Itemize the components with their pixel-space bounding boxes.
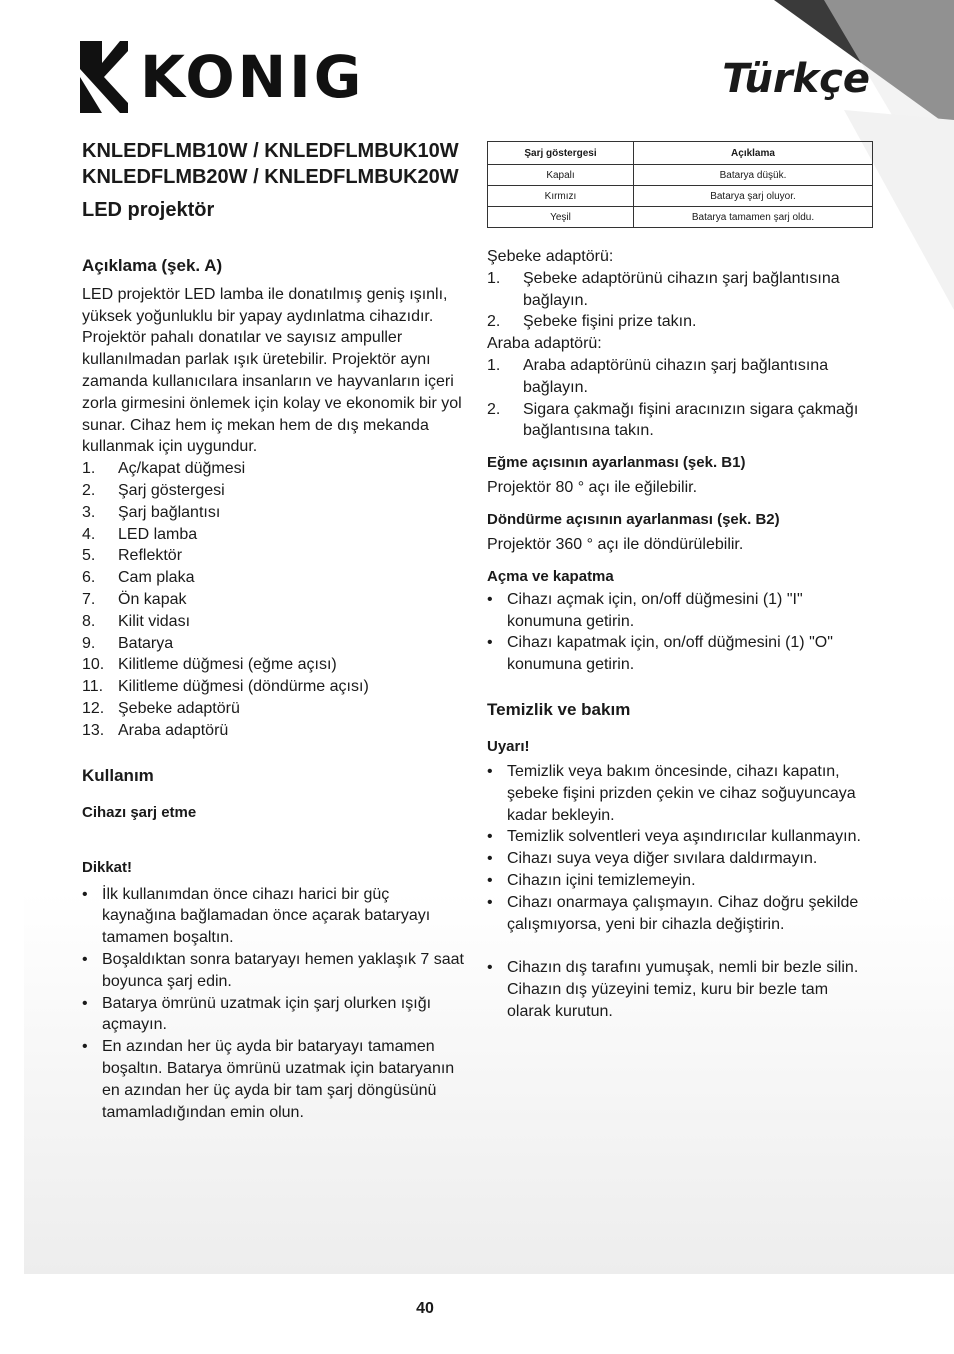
onoff-heading: Açma ve kapatma — [487, 567, 614, 585]
list-item: • Boşaldıktan sonra bataryayı hemen yaklaşık 7 saat boyunca şarj edin. — [82, 950, 464, 990]
list-item: 8. Kilit vidası — [82, 612, 191, 630]
list-item: 5. Reflektör — [82, 547, 183, 565]
product-subtitle: LED projektör — [82, 199, 215, 221]
table-cell: Batarya şarj oluyor. — [634, 186, 873, 207]
table-header: Şarj göstergesi — [488, 142, 634, 165]
list-item: 4. LED lamba — [82, 525, 198, 543]
list-item: 1. Şebeke adaptörünü cihazın şarj bağlantısına bağlayın. — [487, 269, 840, 309]
list-item: • Cihazı açmak için, on/off düğmesini (1) "I" konumuna getirin. — [487, 590, 803, 630]
list-item: 2. Şebeke fişini prize takın. — [487, 313, 697, 331]
list-item: • İlk kullanımdan önce cihazı harici bir güç kaynağına bağlamadan önce açarak bataryayı tamamen boşaltın. — [82, 885, 431, 947]
table-cell: Batarya düşük. — [634, 165, 873, 186]
rotate-heading: Döndürme açısının ayarlanması (şek. B2) — [487, 510, 780, 528]
list-item: • Cihazın dış tarafını yumuşak, nemli bir bezle silin. Cihazın dış yüzeyini temiz, kuru bir bezle tam olarak kurutun. — [487, 959, 859, 1020]
car-adapter-label: Araba adaptörü: — [487, 335, 602, 353]
caution-list — [82, 884, 467, 1124]
model-line-2: KNLEDFLMB20W / KNLEDFLMBUK20W — [82, 166, 459, 188]
mains-steps-list — [487, 268, 874, 333]
list-item: • Batarya ömrünü uzatmak için şarj olurken ışığı açmayın. — [82, 994, 432, 1034]
parts-list — [82, 458, 467, 741]
table-header-row — [488, 142, 873, 165]
table-cell: Kırmızı — [488, 186, 634, 207]
left-column — [82, 138, 467, 1123]
list-item: 9. Batarya — [82, 634, 174, 652]
onoff-list — [487, 589, 874, 676]
tilt-heading: Eğme açısının ayarlanması (şek. B1) — [487, 454, 746, 472]
page-number: 40 — [416, 1300, 434, 1317]
right-column — [487, 141, 874, 1023]
list-item: 1. Aç/kapat düğmesi — [82, 460, 246, 478]
list-item: • Cihazı suya veya diğer sıvılara daldırmayın. — [487, 850, 818, 868]
list-item: • Temizlik solventleri veya aşındırıcılar kullanmayın. — [487, 828, 861, 846]
list-item: • En azından her üç ayda bir bataryayı tamamen boşaltın. Batarya ömrünü uzatmak için bataryanın en azından her üç ayda bir tam şarj döngüsünü tamamladığından emin olun. — [82, 1038, 455, 1121]
list-item: 11. Kilitleme düğmesi (döndürme açısı) — [82, 678, 369, 696]
description-text: LED projektör LED lamba ile donatılmış geniş ışınlı, yüksek yoğunluklu bir yapay aydınlatma cihazıdır. Projektör pahalı donatılar ve sayısız ampuller kullanılmadan parlak ışık üretebilir. Projektör aynı zamanda kullanıcılara insanların ve hayvanların içeri zorla girmesini önlemek için kolay ve ekonomik bir yol sunar. Cihaz hem iç mekan hem de dış mekanda kullanmak için uygundur. — [82, 285, 462, 456]
list-item: • Temizlik veya bakım öncesinde, cihazı kapatın, şebeke fişini prizden çekin ve cihaz soğuyuncaya kadar bekleyin. — [487, 762, 856, 824]
list-item: 2. Şarj göstergesi — [82, 481, 225, 499]
list-item: 1. Araba adaptörünü cihazın şarj bağlantısına bağlayın. — [487, 356, 829, 396]
caution-heading: Dikkat! — [82, 858, 133, 876]
warning-list — [487, 761, 874, 935]
list-item: 13. Araba adaptörü — [82, 721, 229, 739]
care-heading: Temizlik ve bakım — [487, 699, 631, 719]
table-row — [488, 165, 873, 186]
table-cell: Kapalı — [488, 165, 634, 186]
usage-heading: Kullanım — [82, 765, 154, 785]
list-item: 7. Ön kapak — [82, 590, 187, 608]
brand-wordmark: KONIG — [140, 43, 365, 111]
list-item: • Cihazın içini temizlemeyin. — [487, 871, 696, 889]
list-item: • Cihazı onarmaya çalışmayın. Cihaz doğru şekilde çalışmıyorsa, yeni bir cihazla değiştirin. — [487, 893, 859, 933]
konig-logo — [80, 40, 364, 114]
rotate-text: Projektör 360 ° açı ile döndürülebilir. — [487, 535, 744, 553]
table-row — [488, 207, 873, 228]
list-item: • Cihazı kapatmak için, on/off düğmesini (1) "O" konumuna getirin. — [487, 634, 833, 674]
warning-heading: Uyarı! — [487, 737, 530, 755]
list-item: 3. Şarj bağlantısı — [82, 503, 221, 521]
list-item: 10. Kilitleme düğmesi (eğme açısı) — [82, 656, 337, 674]
table-cell: Batarya tamamen şarj oldu. — [634, 207, 873, 228]
table-row — [488, 186, 873, 207]
konig-logo-mark — [80, 41, 128, 113]
language-title: Türkçe — [722, 56, 870, 102]
charge-indicator-table — [487, 141, 873, 228]
tilt-text: Projektör 80 ° açı ile eğilebilir. — [487, 479, 698, 497]
charging-heading: Cihazı şarj etme — [82, 803, 197, 821]
list-item: 6. Cam plaka — [82, 569, 195, 587]
list-item: 12. Şebeke adaptörü — [82, 699, 240, 717]
mains-adapter-label: Şebeke adaptörü: — [487, 248, 614, 265]
description-heading: Açıklama (şek. A) — [82, 255, 223, 275]
table-header: Açıklama — [634, 142, 873, 165]
car-steps-list — [487, 355, 874, 442]
list-item: 2. Sigara çakmağı fişini aracınızın sigara çakmağı bağlantısına takın. — [487, 400, 859, 440]
table-cell: Yeşil — [488, 207, 634, 228]
model-line-1: KNLEDFLMB10W / KNLEDFLMBUK10W — [82, 140, 459, 162]
care-list — [487, 957, 874, 1022]
